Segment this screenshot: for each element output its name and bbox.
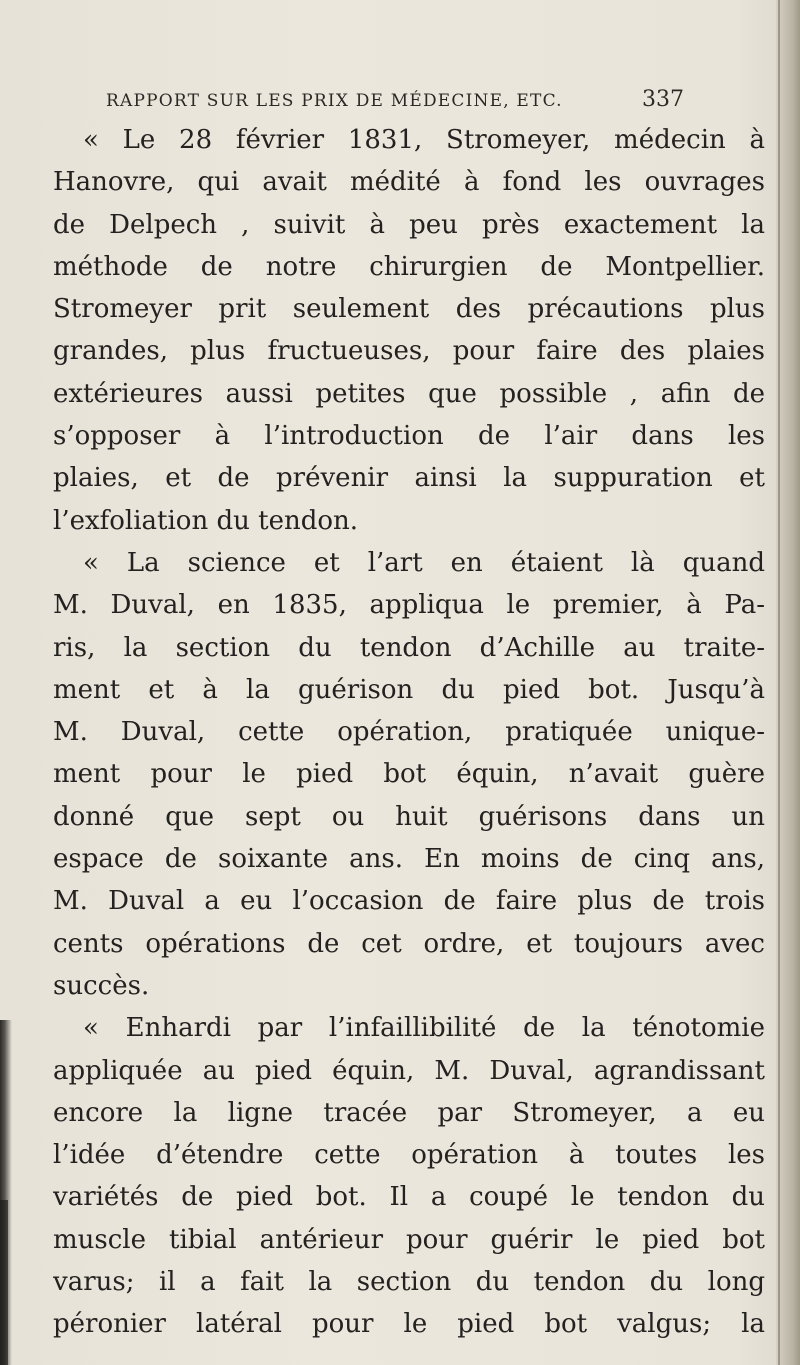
running-head [106, 87, 726, 112]
running-title: RAPPORT SUR LES PRIX DE MÉDECINE, ETC. [106, 91, 563, 111]
text-line: cents opérations de cet ordre, et toujours avec [53, 928, 765, 959]
text-line: péronier latéral pour le pied bot valgus; la [53, 1309, 765, 1340]
text-line: extérieures aussi petites que possible , afin de [53, 378, 765, 409]
text-line: ris, la section du tendon d’Achille au traite- [53, 632, 765, 663]
text-line: varus; il a fait la section du tendon du long [53, 1267, 765, 1298]
text-line: s’opposer à l’introduction de l’air dans les [53, 421, 765, 452]
text-line: M. Duval, en 1835, appliqua le premier, à Pa- [53, 590, 765, 621]
text-line: « Le 28 février 1831, Stromeyer, médecin à [83, 125, 765, 155]
text-line: grandes, plus fructueuses, pour faire des plaies [53, 336, 765, 367]
text-line: espace de soixante ans. En moins de cinq ans, [53, 844, 765, 875]
text-line: donné que sept ou huit guérisons dans un [53, 801, 765, 832]
text-line: appliquée au pied équin, M. Duval, agrandissant [53, 1055, 765, 1086]
text-line: muscle tibial antérieur pour guérir le pied bot [53, 1224, 765, 1255]
text-line: méthode de notre chirurgien de Montpellier. [53, 251, 765, 282]
text-line: ment et à la guérison du pied bot. Jusqu’à [53, 674, 765, 705]
text-line: succès. [53, 970, 150, 1001]
text-line: « La science et l’art en étaient là quand [83, 547, 765, 578]
text-line: ment pour le pied bot équin, n’avait guère [53, 759, 765, 790]
page-edge-line [778, 0, 780, 1365]
page-number: 337 [642, 87, 684, 112]
text-line: plaies, et de prévenir ainsi la suppuration et [53, 463, 765, 494]
page-shadow-left-dark [0, 1200, 8, 1365]
text-line: encore la ligne tracée par Stromeyer, a eu [53, 1097, 765, 1128]
text-line: Hanovre, qui avait médité à fond les ouvrages [53, 167, 765, 198]
text-line: variétés de pied bot. Il a coupé le tendon du [53, 1182, 765, 1213]
text-line: l’exfoliation du tendon. [53, 505, 359, 536]
text-line: Stromeyer prit seulement des précautions plus [53, 294, 765, 325]
text-line: M. Duval, cette opération, pratiquée unique- [53, 717, 765, 748]
text-line: l’idée d’étendre cette opération à toutes les [53, 1140, 765, 1171]
text-line: M. Duval a eu l’occasion de faire plus de trois [53, 886, 765, 917]
text-line: de Delpech , suivit à peu près exactement la [53, 209, 765, 240]
text-line: « Enhardi par l’infaillibilité de la ténotomie [83, 1013, 765, 1044]
body-text [53, 119, 765, 1346]
